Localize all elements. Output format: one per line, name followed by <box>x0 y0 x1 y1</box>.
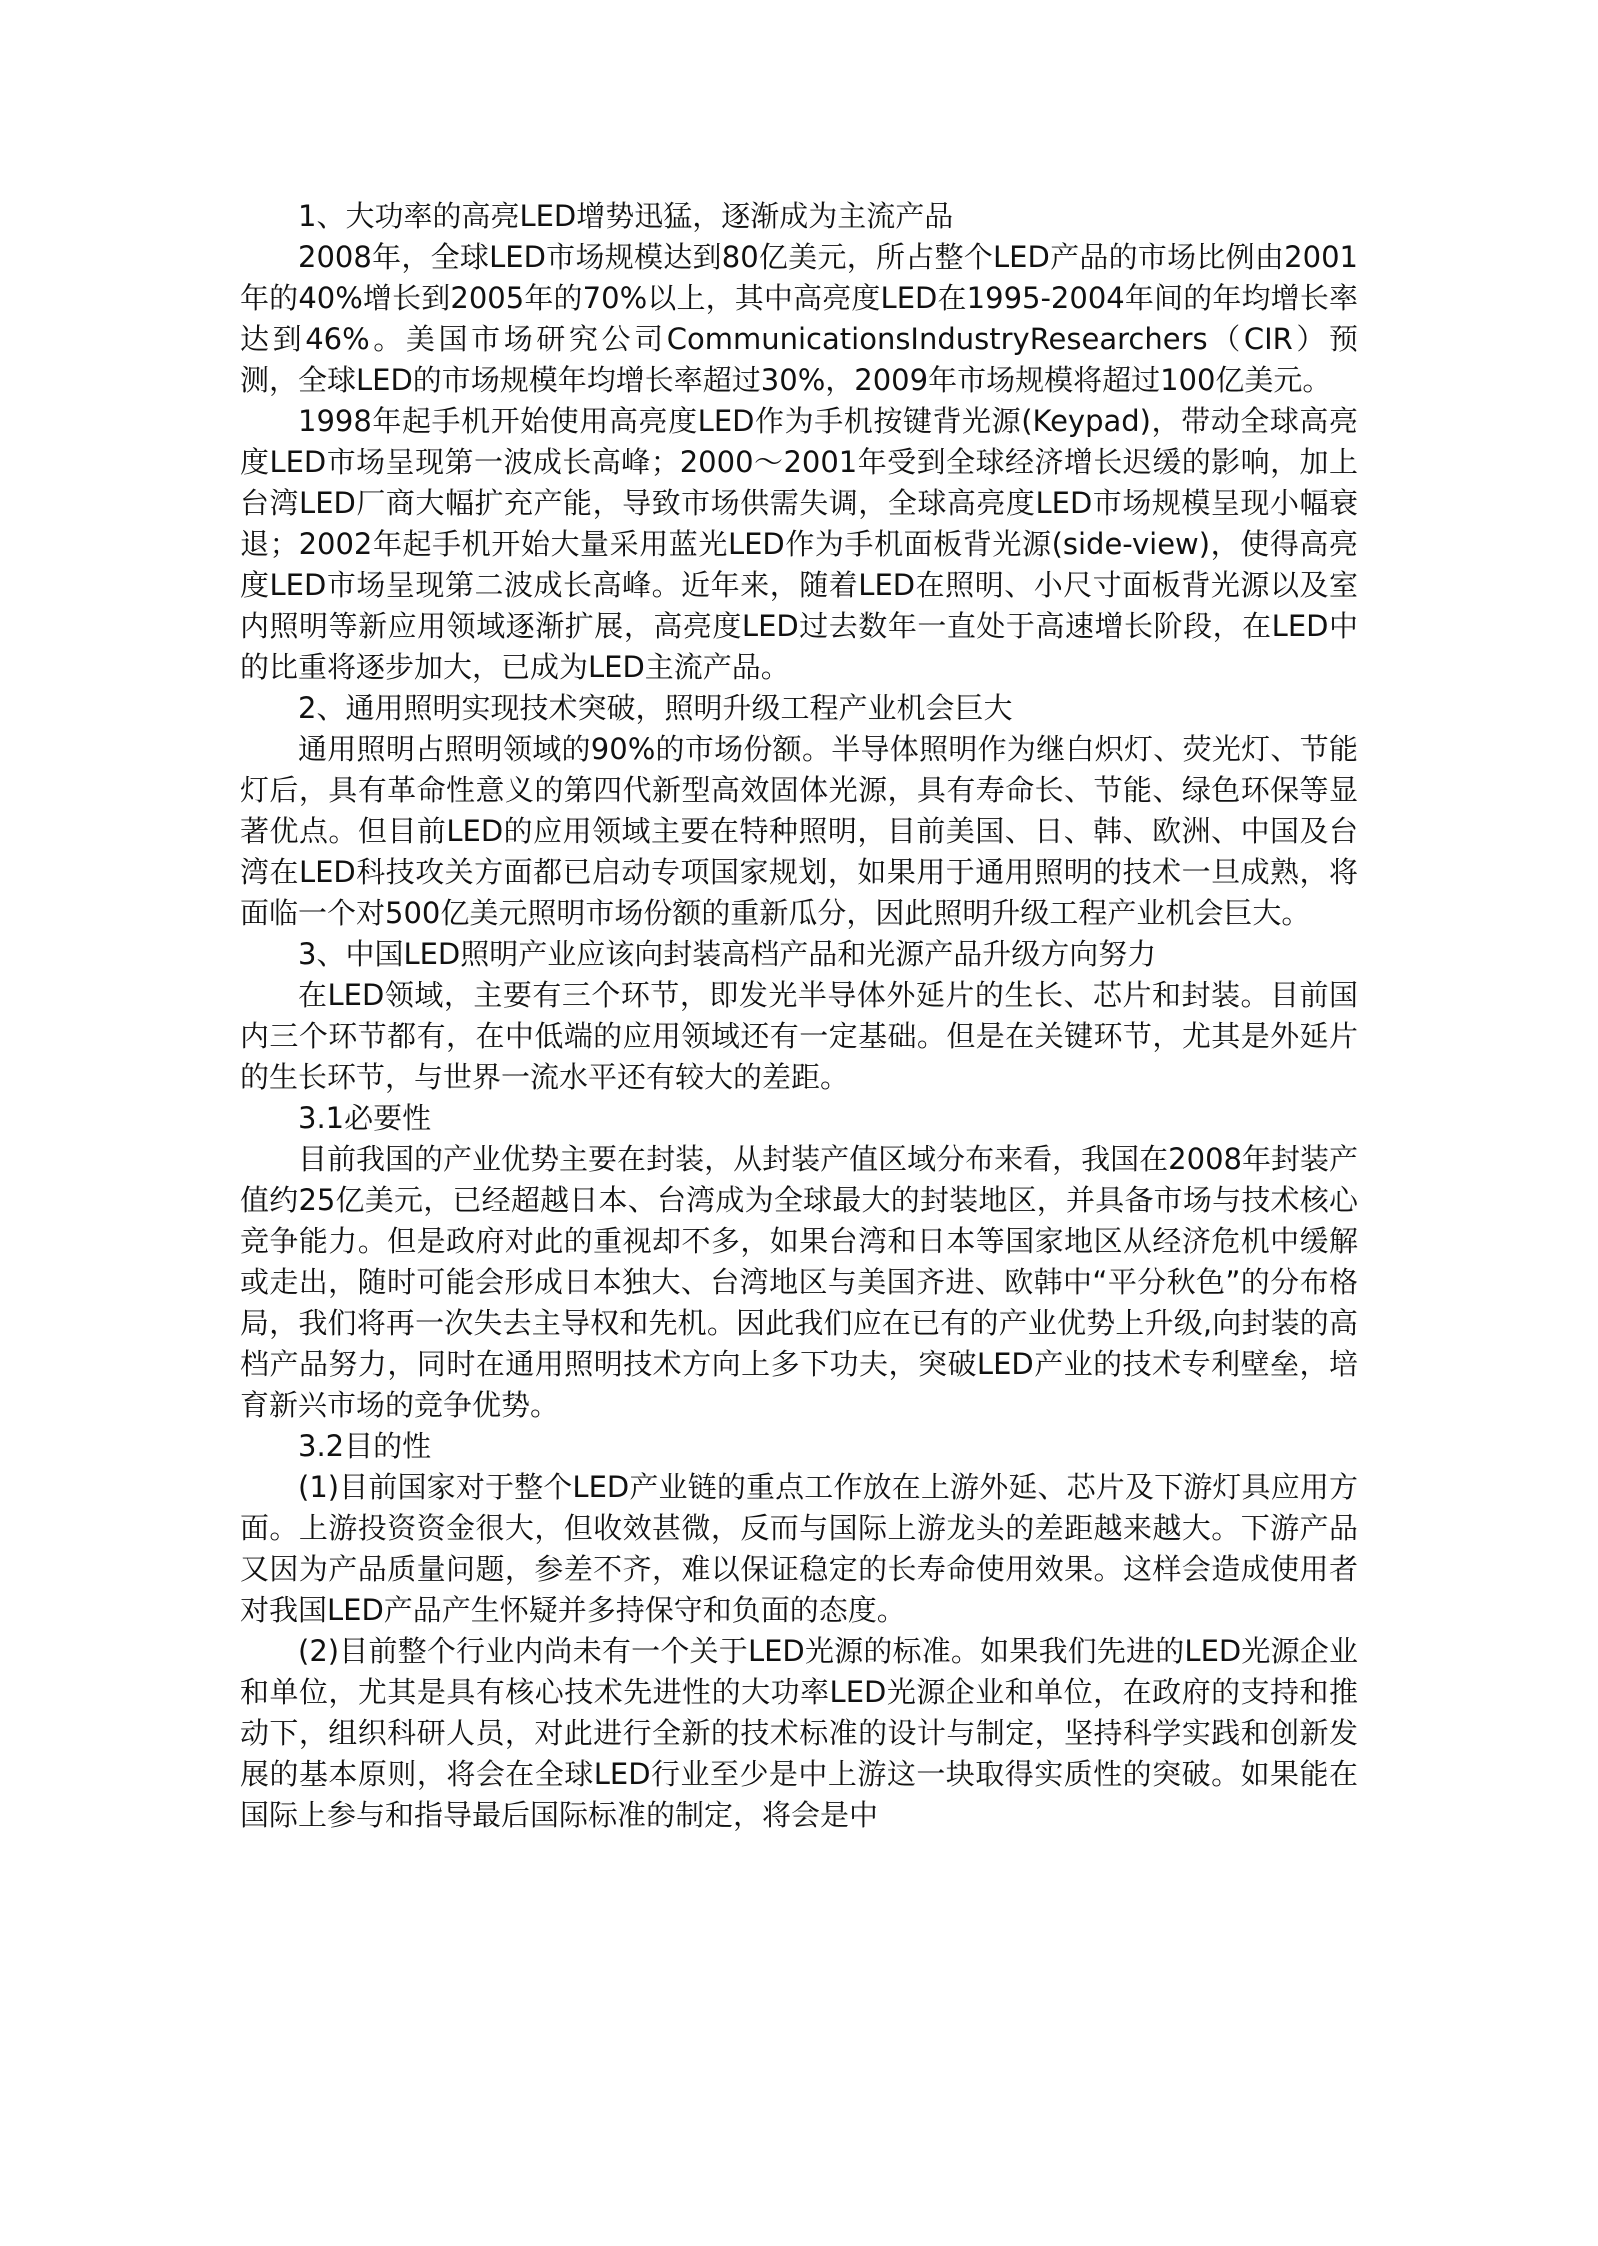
paragraph-necessity: 目前我国的产业优势主要在封装，从封装产值区域分布来看，我国在2008年封装产值约25亿美元，已经超越日本、台湾成为全球最大的封装地区，并具备市场与技术核心竞争能力。但是政府对此的重视却不多，如果台湾和日本等国家地区从经济危机中缓解或走出，随时可能会形成日本独大、台湾地区与美国齐进、欧韩中“平分秋色”的分布格局，我们将再一次失去主导权和先机。因此我们应在已有的产业优势上升级,向封装的高档产品努力，同时在通用照明技术方向上多下功夫，突破LED产业的技术专利壁垒，培育新兴市场的竞争优势。 <box>240 1142 1358 1422</box>
section-heading-2: 2、通用照明实现技术突破，照明升级工程产业机会巨大 <box>298 691 1013 725</box>
paragraph-three-stages: 在LED领域，主要有三个环节，即发光半导体外延片的生长、芯片和封装。目前国内三个环节都有，在中低端的应用领域还有一定基础。但是在关键环节，尤其是外延片的生长环节，与世界一流水平还有较大的差距。 <box>240 978 1358 1094</box>
paragraph-purpose-2: (2)目前整个行业内尚未有一个关于LED光源的标准。如果我们先进的LED光源企业和单位，尤其是具有核心技术先进性的大功率LED光源企业和单位，在政府的支持和推动下，组织科研人员，对此进行全新的技术标准的设计与制定，坚持科学实践和创新发展的基本原则，将会在全球LED行业至少是中上游这一块取得实质性的突破。如果能在国际上参与和指导最后国际标准的制定，将会是中 <box>240 1634 1358 1832</box>
paragraph-market-size: 2008年，全球LED市场规模达到80亿美元，所占整个LED产品的市场比例由2001年的40%增长到2005年的70%以上，其中高亮度LED在1995-2004年间的年均增长率达到46%。美国市场研究公司CommunicationsIndustryResearchers（CIR）预测，全球LED的市场规模年均增长率超过30%，2009年市场规模将超过100亿美元。 <box>240 240 1358 397</box>
paragraph-purpose-1: (1)目前国家对于整个LED产业链的重点工作放在上游外延、芯片及下游灯具应用方面。上游投资资金很大，但收效甚微，反而与国际上游龙头的差距越来越大。下游产品又因为产品质量问题，参差不齐，难以保证稳定的长寿命使用效果。这样会造成使用者对我国LED产品产生怀疑并多持保守和负面的态度。 <box>240 1470 1358 1627</box>
section-heading-3-1: 3.1必要性 <box>298 1101 432 1135</box>
paragraph-high-brightness-history: 1998年起手机开始使用高亮度LED作为手机按键背光源(Keypad)，带动全球高亮度LED市场呈现第一波成长高峰；2000～2001年受到全球经济增长迟缓的影响，加上台湾LED厂商大幅扩充产能，导致市场供需失调，全球高亮度LED市场规模呈现小幅衰退；2002年起手机开始大量采用蓝光LED作为手机面板背光源(side-view)，使得高亮度LED市场呈现第二波成长高峰。近年来，随着LED在照明、小尺寸面板背光源以及室内照明等新应用领域逐渐扩展，高亮度LED过去数年一直处于高速增长阶段，在LED中的比重将逐步加大，已成为LED主流产品。 <box>240 404 1358 684</box>
section-heading-1: 1、大功率的高亮LED增势迅猛，逐渐成为主流产品 <box>298 199 954 233</box>
document-body <box>240 196 1358 1836</box>
paragraph-general-lighting: 通用照明占照明领域的90%的市场份额。半导体照明作为继白炽灯、荧光灯、节能灯后，具有革命性意义的第四代新型高效固体光源，具有寿命长、节能、绿色环保等显著优点。但目前LED的应用领域主要在特种照明，目前美国、日、韩、欧洲、中国及台湾在LED科技攻关方面都已启动专项国家规划，如果用于通用照明的技术一旦成熟，将面临一个对500亿美元照明市场份额的重新瓜分，因此照明升级工程产业机会巨大。 <box>240 732 1358 930</box>
section-heading-3-2: 3.2目的性 <box>298 1429 432 1463</box>
section-heading-3: 3、中国LED照明产业应该向封装高档产品和光源产品升级方向努力 <box>298 937 1157 971</box>
